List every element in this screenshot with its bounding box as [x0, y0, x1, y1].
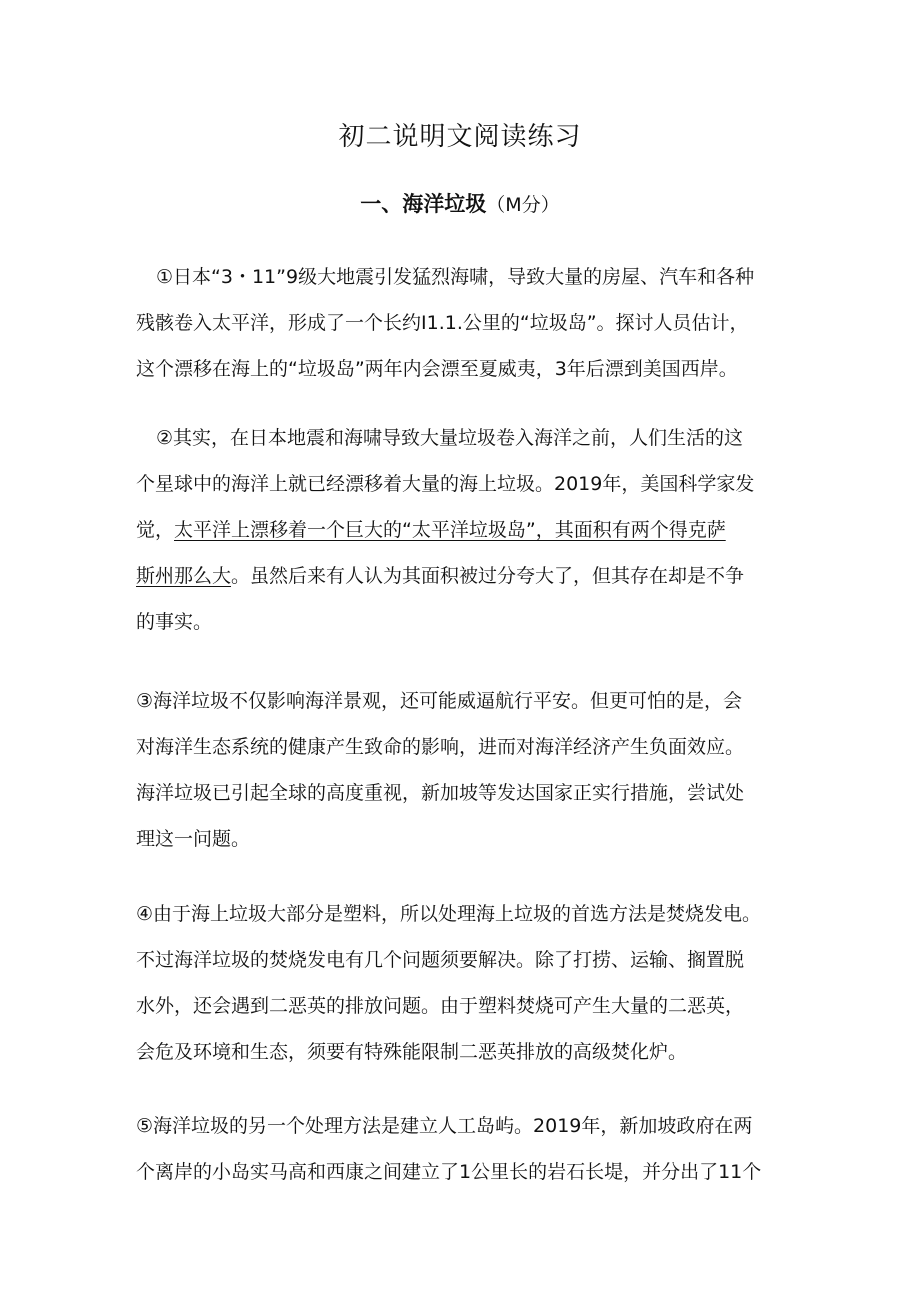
paragraph-line: 个离岸的小岛实马高和西康之间建立了1公里长的岩石长堤，并分出了11个 [136, 1161, 762, 1183]
underlined-sentence: 太平洋上漂移着一个巨大的“太平洋垃圾岛”，其面积有两个得克萨 [174, 519, 726, 541]
paragraph-line: 海洋垃圾已引起全球的高度重视，新加坡等发达国家正实行措施，尝试处 [136, 782, 745, 804]
paragraph-4 [136, 891, 786, 1075]
paragraph-line: 水外，还会遇到二恶英的排放问题。由于塑料焚烧可产生大量的二恶英， [136, 995, 745, 1017]
paragraph-line: ③海洋垃圾不仅影响海洋景观，还可能威逼航行平安。但更可怕的是，会 [136, 690, 743, 712]
paragraph-line: ⑤海洋垃圾的另一个处理方法是建立人工岛屿。2019年，新加坡政府在两 [136, 1115, 753, 1137]
paragraph-line: 这个漂移在海上的“垃圾岛”两年内会漂至夏威夷，3年后漂到美国西岸。 [136, 358, 738, 380]
paragraph-line [136, 507, 786, 553]
paragraph-2 [136, 415, 786, 645]
section-heading [0, 188, 920, 218]
section-score: （M分） [486, 194, 560, 216]
section-heading-text: 一、海洋垃圾 [360, 192, 487, 216]
paragraph-line: ②其实，在日本地震和海啸导致大量垃圾卷入海洋之前，人们生活的这 [156, 427, 744, 449]
page-title: 初二说明文阅读练习 [338, 122, 582, 152]
line-text: 觉， [136, 519, 175, 541]
paragraph-line: 理这一问题。 [136, 828, 251, 850]
paragraph-line: ④由于海上垃圾大部分是塑料，所以处理海上垃圾的首选方法是焚烧发电。 [136, 903, 762, 925]
paragraph-line: 会危及环境和生态，须要有特殊能限制二恶英排放的高级焚化炉。 [136, 1041, 688, 1063]
paragraph-line: 个星球中的海洋上就已经漂移着大量的海上垃圾。2019年，美国科学家发 [136, 473, 755, 495]
paragraph-line: 残骸卷入太平洋，形成了一个长约I1.1.公里的“垃圾岛”。探讨人员估计， [136, 312, 749, 334]
paragraph-line: 不过海洋垃圾的焚烧发电有几个问题须要解决。除了打捞、运输、搁置脱 [136, 949, 745, 971]
paragraph-line: 的事实。 [136, 611, 213, 633]
underlined-sentence: 斯州那么大 [136, 565, 232, 587]
paragraph-line: 对海洋生态系统的健康产生致命的影响，进而对海洋经济产生负面效应。 [136, 736, 745, 758]
paragraph-line: ①日本“3・11”9级大地震引发猛烈海啸，导致大量的房屋、汽车和各种 [156, 266, 755, 288]
paragraph-line [136, 553, 786, 599]
paragraph-1 [136, 254, 786, 392]
line-text: 。虽然后来有人认为其面积被过分夸大了，但其存在却是不争 [231, 565, 745, 587]
paragraph-5 [136, 1103, 786, 1195]
paragraph-3 [136, 678, 786, 862]
